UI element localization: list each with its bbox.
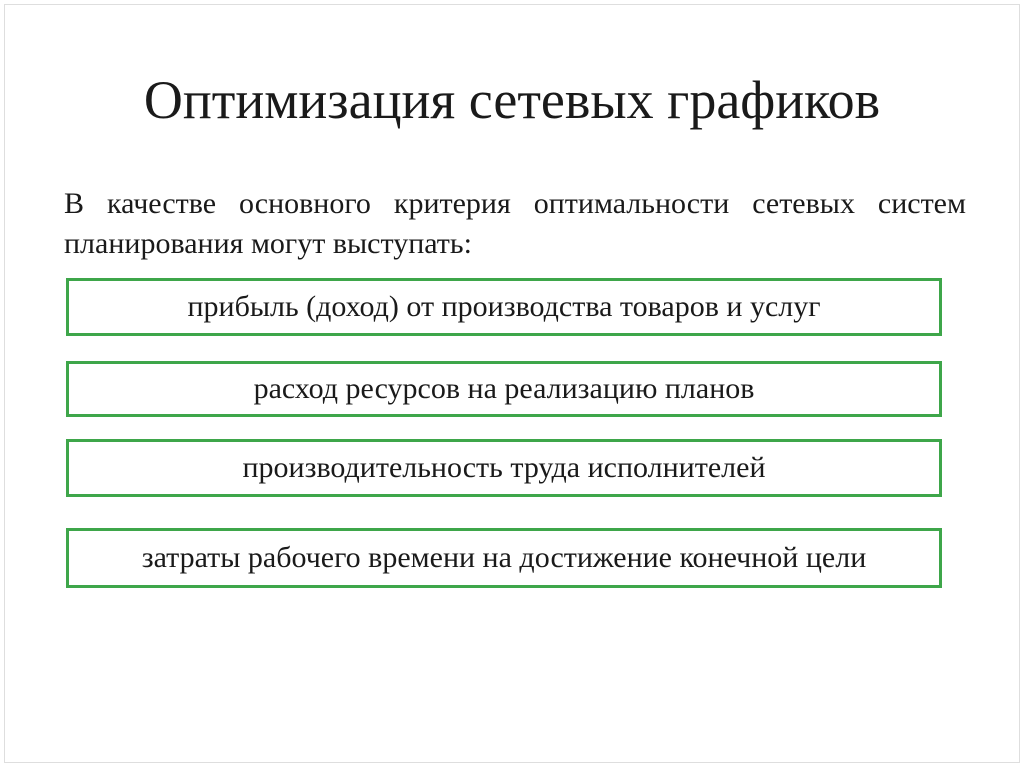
criterion-box-working-time	[66, 528, 942, 588]
criterion-label: расход ресурсов на реализацию планов	[253, 372, 755, 405]
criterion-box-profit	[66, 278, 942, 336]
criterion-label: производительность труда исполнителей	[242, 451, 766, 484]
slide-title: Оптимизация сетевых графиков	[143, 70, 881, 130]
criterion-label: прибыль (доход) от производства товаров и услуг	[187, 290, 821, 323]
intro-text: В качестве основного критерия оптимальности сетевых систем планирования могут выступать:	[64, 187, 966, 260]
criterion-box-resources	[66, 361, 942, 417]
criterion-label: затраты рабочего времени на достижение конечной цели	[141, 541, 867, 574]
criterion-box-productivity	[66, 439, 942, 497]
